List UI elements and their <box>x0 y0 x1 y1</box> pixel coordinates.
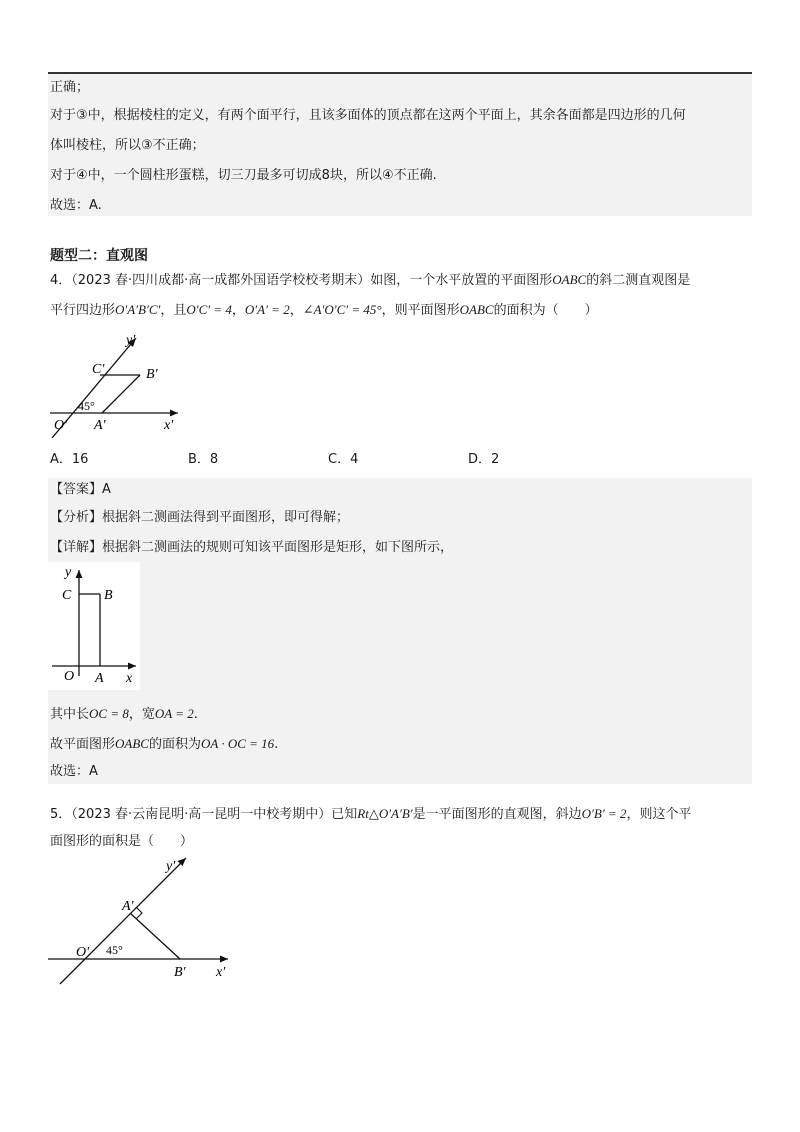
label-c: C′ <box>92 362 105 377</box>
label-a: A <box>95 671 104 686</box>
q4-detail: 【详解】根据斜二测画法的规则可知该平面图形是矩形，如下图所示， <box>50 540 454 555</box>
label-x: x′ <box>216 965 226 980</box>
prev-line-4: 对于④中，一个圆柱形蛋糕，切三刀最多可切成8块，所以④不正确. <box>50 168 437 183</box>
q4-rectangle-figure <box>48 562 140 690</box>
q5-oblique-figure <box>40 850 250 990</box>
q5-stem-line-2: 面图形的面积是（ ） <box>50 834 194 849</box>
label-x: x′ <box>164 418 174 433</box>
label-y: y′ <box>166 859 176 874</box>
q5-stem-line-1: 5．（2023 春·云南昆明·高一昆明一中校考期中）已知Rt△O′A′B′是一平面图形的直观图，斜边O′B′ = 2，则这个平 <box>50 806 692 822</box>
label-b: B′ <box>146 367 158 382</box>
label-b: B′ <box>174 965 186 980</box>
q4-option-c[interactable]: C．4 <box>328 452 359 467</box>
q4-stem-line-2: 平行四边形O′A′B′C′，且O′C′ = 4，O′A′ = 2，∠A′O′C′ = 45°，则平面图形OABC的面积为（ ） <box>50 302 598 318</box>
prev-line-5: 故选：A. <box>50 198 102 213</box>
x-axis-arrow <box>220 956 228 963</box>
y-axis <box>60 858 186 984</box>
q4-solution-line-1: 其中长OC = 8，宽OA = 2. <box>50 706 198 722</box>
label-o: O′ <box>76 945 90 960</box>
q4-oblique-figure <box>40 328 190 438</box>
q4-option-d[interactable]: D．2 <box>468 452 500 467</box>
x-axis-arrow <box>170 410 178 417</box>
label-x: x <box>126 671 133 686</box>
label-angle: 45° <box>106 943 123 957</box>
label-o: O′ <box>54 418 68 433</box>
right-angle-mark <box>136 907 142 919</box>
q4-answer: 【答案】A <box>50 482 111 497</box>
label-angle: 45° <box>78 399 95 413</box>
label-y: y′ <box>126 333 136 348</box>
q4-solution-line-2: 故平面图形OABC的面积为OA · OC = 16. <box>50 736 279 752</box>
label-c: C <box>62 588 72 603</box>
q4-stem-line-1: 4．（2023 春·四川成都·高一成都外国语学校校考期末）如图，一个水平放置的平面图形OABC的斜二测直观图是 <box>50 272 691 288</box>
label-a: A′ <box>94 418 106 433</box>
prev-line-3: 体叫棱柱，所以③不正确； <box>50 138 205 153</box>
q4-option-a[interactable]: A．16 <box>50 452 89 467</box>
edge-ab <box>130 913 180 959</box>
prev-line-1: 正确； <box>50 80 90 95</box>
q4-choice: 故选：A <box>50 764 98 779</box>
section-title: 题型二：直观图 <box>50 248 148 264</box>
edge-ba <box>102 375 140 413</box>
label-b: B <box>104 588 113 603</box>
prev-line-2: 对于③中，根据棱柱的定义，有两个面平行，且该多面体的顶点都在这两个平面上，其余各面都是四边形的几何 <box>50 108 686 123</box>
q4-option-b[interactable]: B．8 <box>188 452 219 467</box>
label-a: A′ <box>122 899 134 914</box>
label-y: y <box>65 565 72 580</box>
q4-analysis: 【分析】根据斜二测画法得到平面图形，即可得解； <box>50 510 350 525</box>
label-o: O <box>64 669 75 684</box>
